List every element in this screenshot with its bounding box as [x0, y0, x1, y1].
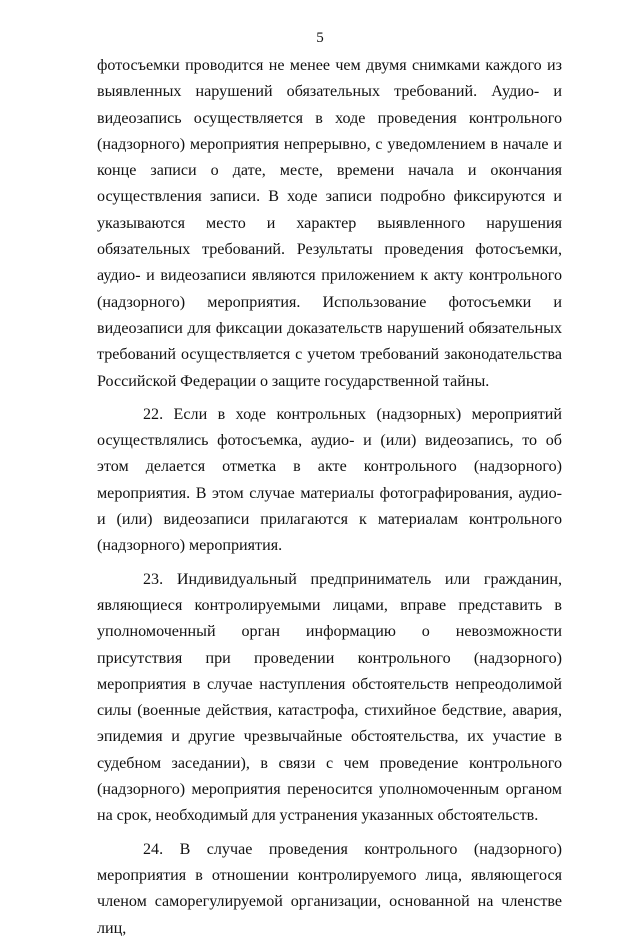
paragraph-continuation: фотосъемки проводится не менее чем двумя снимками каждого из выявленных нарушений обязательных требований. Аудио- и видеозапись осуществляется в ходе проведения контрольного (надзорного) мероприятия непрерывно, с уведомлением в начале и конце записи о дате, месте, времени начала и окончания осуществления записи. В ходе записи подробно фиксируются и указываются место и характер выявленного нарушения обязательных требований. Результаты проведения фотосъемки, аудио- и видеозаписи являются приложением к акту контрольного (надзорного) мероприятия. Использование фотосъемки и видеозаписи для фиксации доказательств нарушений обязательных требований осуществляется с учетом требований законодательства Российской Федерации о защите государственной тайны. — [97, 57, 562, 390]
paragraph-item-23: 23. Индивидуальный предприниматель или гражданин, являющиеся контролируемыми лицами, вправе представить в уполномоченный орган информацию о невозможности присутствия при проведении контрольного (надзорного) мероприятия в случае наступления обстоятельств непреодолимой силы (военные действия, катастрофа, стихийное бедствие, авария, эпидемия и другие чрезвычайные обстоятельства, их участие в судебном заседании), в связи с чем проведение контрольного (надзорного) мероприятия переносится уполномоченным органом на срок, необходимый для устранения указанных обстоятельств. — [97, 570, 562, 825]
document-body — [97, 53, 562, 942]
paragraph-item-22: 22. Если в ходе контрольных (надзорных) мероприятий осуществлялись фотосъемка, аудио- и (или) видеозапись, то об этом делается отметка в акте контрольного (надзорного) мероприятия. В этом случае материалы фотографирования, аудио- и (или) видеозаписи прилагаются к материалам контрольного (надзорного) мероприятия. — [97, 405, 562, 555]
page-number: 5 — [316, 30, 324, 46]
paragraph-item-24: 24. В случае проведения контрольного (надзорного) мероприятия в отношении контролируемого лица, являющегося членом саморегулируемой организации, основанной на членстве лиц, — [97, 840, 562, 937]
